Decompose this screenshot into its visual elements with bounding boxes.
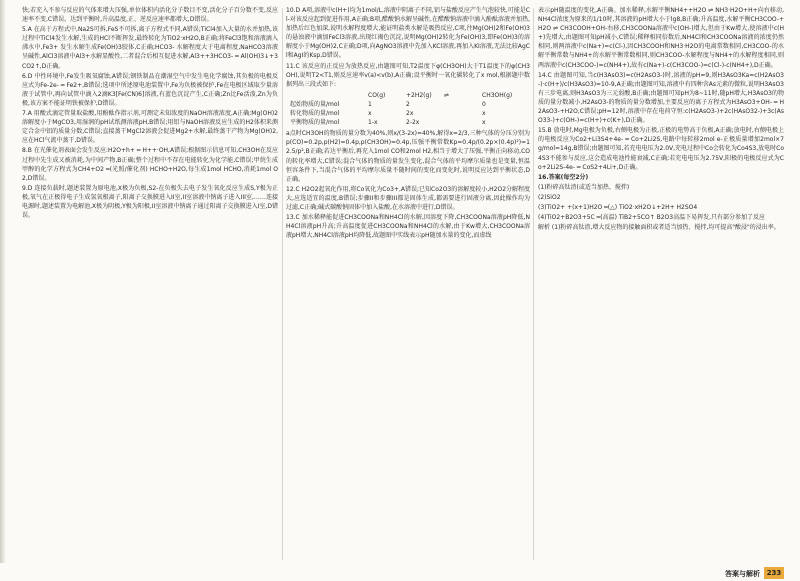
paragraph: 15.B 放电时,Mg电极为负极,右侧电极为正极,正极的电势高于负极,A正确;放电时,右侧电极上的电极反应为Co2+Li3S4+4e- ═ Co+2Li2S,电路中每转移2mol e-正极质量增加2mol×7g/mol=14g,B错误;由题图可知,若充电电压为2.0V,充电过程中Co会转化为Co4S3,放电时Co4S3不能参与反应,这会造成电池性能衰减,C正确;若充电电压为2.75V,阳极的电极反应式为Co+2Li2S-4e- ═ CoS2+4Li+,D正确。: [538, 127, 784, 171]
table-row: 平衡物质的量/mol 1-x 2-2x x: [290, 119, 486, 127]
paragraph: 12.C H2O2起氧化作用,将Co氧化为Co3+,A错误;已知Co2O3的溶解度较小,H2O2分解程度大,应选适宜的温度,B错误;步骤II和步骤III都是固体生成,都需要进行固液分离,因此操作均为过滤,C正确;碱式碳酸钠固体中加入盐酸,在水溶液中进行,D错误。: [286, 185, 530, 211]
answer-heading: 16.答案(每空2分): [538, 173, 589, 181]
answer-line: (3)TiO2+ +(x+1)H2O ═(△) TiO2·xH2O↓+2H+ H2SO4: [538, 203, 698, 211]
paragraph: 13.C 加水稀释能促进CH3COONa和NH4Cl的水解,因溶度下降,CH3COONa溶液pH降低,NH4Cl溶液pH升高;升高温度促进CH3COONa和NH4Cl的水解,由于Kw增大,CH3COONa溶液pH增大,NH4Cl溶液pH均降低,故题图中实线表示pH随加水量的变化,而虚线: [286, 214, 530, 240]
answer-line: (4)TiO2+B2O3+5C ═(高温) TiB2+5CO↑ B2O3高温下易挥发,只有部分参加了反应: [538, 214, 765, 222]
column-divider: [282, 8, 283, 560]
column-right: [538, 6, 784, 562]
answer-line: (2)SiO2: [538, 193, 561, 201]
table-row: 转化物质的量/mol x 2x x: [290, 110, 486, 118]
column-middle: [286, 6, 530, 562]
column-left: [22, 6, 278, 562]
paragraph: 10.D A项,溶液中c(H+)均为1mol/L,溶液中阴离子不同,铝与盐酸反应产生气泡较快,可能是Cl-对该反应起到促进作用,A正确;B项,醋酸钠水解呈碱性,在醋酸钠溶液中滴入酚酞溶液并加热,加热后红色加深,说明水解程度增大,能证明盐类水解是吸热反应,C项,往Mg(OH)2和Fe(OH)3的悬浊液中滴加FeCl3溶液,出现红褐色沉淀,说明Mg(OH)2转化为Fe(OH)3,即Fe(OH)3的溶解度小于Mg(OH)2,C正确;D项,向AgNO3溶液中先加入KCl溶液,再加入KI溶液,无法比较AgCl和AgI的Ksp,D错误。: [286, 7, 530, 60]
three-stage-table: [290, 91, 530, 127]
paragraph: 8.B 在光催化剂表面会发生反应:H2O+h+ ═ H++·OH,A错误;根据图示信息可知,CH3OH在反应过程中先生成又被消耗,为中间产物,B正确;整个过程中不存在电能转化为化学能,C错误;甲烷生成甲醇的化学方程式为CH4+O2 ═(光照/催化剂) HCHO+H2O,每生成1mol HCHO,消耗1mol O2,D错误。: [22, 147, 278, 182]
paragraph: 表示pH随温度的变化,A正确。加水稀释,水解平衡NH4++H2O ⇌ NH3·H2O+H+向右移动,NH4Cl浓度为原来的1/10时,其溶液的pH增大小于lg8,B正确;升高温度,水解平衡CH3COO-+H2O ⇌ CH3COOH+OH-右移,CH3COONa溶液中c(OH-)增大,但由于Kw增大,使溶液中c(H+)先增大,由题图可知pH减小,C错误;稀释相同倍数后,NH4Cl和CH3COONa溶液的浓度仍然相同,则两溶液中c(Na+)=c(Cl-),因CH3COOH和NH3·H2O的电离常数相同,CH3COO-的水解平衡常数与NH4+的水解平衡常数相同,则CH3COO-水解程度与NH4+的水解程度相同,则两溶液中c(CH3COO-)=c(NH4+),故有c(Na+)-c(CH3COO-)=c(Cl-)-c(NH4+),D正确。: [538, 7, 784, 69]
paragraph: 5.A 在高于方程式中,Na2S可拆,FeS不可拆,离子方程式不同,A错误;TiCl4加入大量的水并加热,该过程中TiCl4发生水解,生成的HCl不断挥发,最终转化为TiO2·xH2O,B正确;将FeCl3饱和溶液滴入沸水中,Fe3+ 发生水解生成Fe(OH)3胶体,C正确;HCO3- 水解程度大于电离程度,NaHCO3溶液呈碱性,AlCl3溶液中Al3+水解显酸性,二者混合后相互促进水解,Al3++3HCO3- ═ Al(OH)3↓+3CO2↑,D正确。: [22, 26, 278, 70]
column-divider: [533, 8, 534, 560]
page-binding-edge: [0, 0, 6, 581]
paragraph: 7.A 用酸式滴定管量取盐酸,用酚酞作指示剂,可测定未知浓度的NaOH溶液浓度,A正确;Mg(OH)2溶解度小于MgCO3,用湿润的pH试纸测溶液pH,B错误;用铝与NaOH溶液反应生成的H2体积来测定合金中铝的质量分数,C错误;直接蒸干MgCl2溶液会促进Mg2+水解,最终蒸干产物为Mg(OH)2,应在HCl气流中蒸干,D错误。: [22, 110, 278, 145]
paragraph: 9.D 连接负载时,题述装置为原电池,X极为负极,S2-在负极失去电子发生氧化反应生成S,Y极为正极,氧气在正极得电子生成氢氧根离子,阳离子交换膜进入II室,II室溶液中钠离子进入III室,……连接电源时,题述装置为电解池,X极为阴极,Y极为阳极,II室溶液中钠离子通过阳离子交换膜进入I室,D错误。: [22, 184, 278, 220]
paragraph: 14.C 由题图可知,当c(H3AsO3)=c(H2AsO3-)时,溶液的pH=9,则H3AsO3Ka=c(H2AsO3-)·c(H+)/c(H3AsO3)=10-9,A正确;由题图可知,溶液中有四种含As元素的微粒,说明H3AsO3有三步电离,则H3AsO3为三元弱酸,B正确;由题图可知pH为8~11时,随pH增大,H3AsO3的物质的量分数减小,H2AsO3-的物质的量分数增加,主要反应的离子方程式为H3AsO3+OH- ═ H2AsO3-+H2O,C错误;pH=12时,溶液中存在电荷守恒:c(H2AsO3-)+2c(HAsO32-)+3c(AsO33-)+c(OH-)=c(H+)+c(K+),D正确。: [538, 71, 784, 125]
answer-line: (1)粉碎高钛渣(或适当加热、搅拌): [538, 183, 630, 191]
page-footer: [0, 563, 800, 581]
paragraph: a点时CH3OH的物质的量分数为40%,则x/(3-2x)=40%,解得x=2/3,三种气体的分压分别为p(CO)=0.2p,p(H2)=0.4p,p(CH3OH)=0.4p,压强平衡常数Kp=0.4p/(0.2p×(0.4p)²)=12.5/p²,B正确;若达平衡后,再充入1mol CO和2mol H2,相当于增大了压强,平衡正向移动,CO的转化率增大,C错误;混合气体的物质的量发生变化,混合气体的平均摩尔质量也是变量,恒温恒容条件下,当混合气体的平均摩尔质量不随时间的变化而变化时,说明反应达到平衡状态,D正确。: [286, 130, 530, 183]
table-row: 起始物质的量/mol 1 2 0: [290, 100, 486, 108]
paragraph: 11.C 该反应的正反应为放热反应,由题图可知,T2温度下φ(CH3OH)大于T1温度下的φ(CH3OH),说明T2<T1,则反应速率v(a)<v(b),A正确;设平衡时一氧化碳转化了x mol,根据题中数据列出三段式如下:: [286, 62, 530, 88]
footer-section-label: 答案与解析: [725, 570, 760, 578]
page-number: 233: [764, 567, 784, 579]
paragraph: 快;若充入不参与反应的气体来增大压强,单位体积内活化分子数目不变,活化分子百分数不变,反应速率不变,C错误。达到平衡时,升高温度,正、逆反应速率都增大,D错误。: [22, 7, 278, 24]
table-header-row: CO(g) +2H2(g) ⇌ CH3OH(g): [368, 91, 513, 99]
paragraph: 6.D 中性环境中,Fe发生吸氧腐蚀,A错误;钢铁制品在潮湿空气中发生电化学腐蚀,其负极的电极反应式为Fe-2e- ═ Fe2+,B错误;选项中所述原电池装置中,Fe为负极被保护,Fe在电极区域取少量溶液于试管中,再向试管中滴入2滴K3[Fe(CN)6]溶液,有蓝色沉淀产生,C正确;Zn比Fe活泼,Zn为负极,该方案不能证明铁被保护,D错误。: [22, 72, 278, 107]
analysis-paragraph: 解析 (1)粉碎高钛渣,增大反应物的接触面积或者适当加热、搅拌,均可提高"酸浸"的浸出率。: [538, 224, 780, 232]
